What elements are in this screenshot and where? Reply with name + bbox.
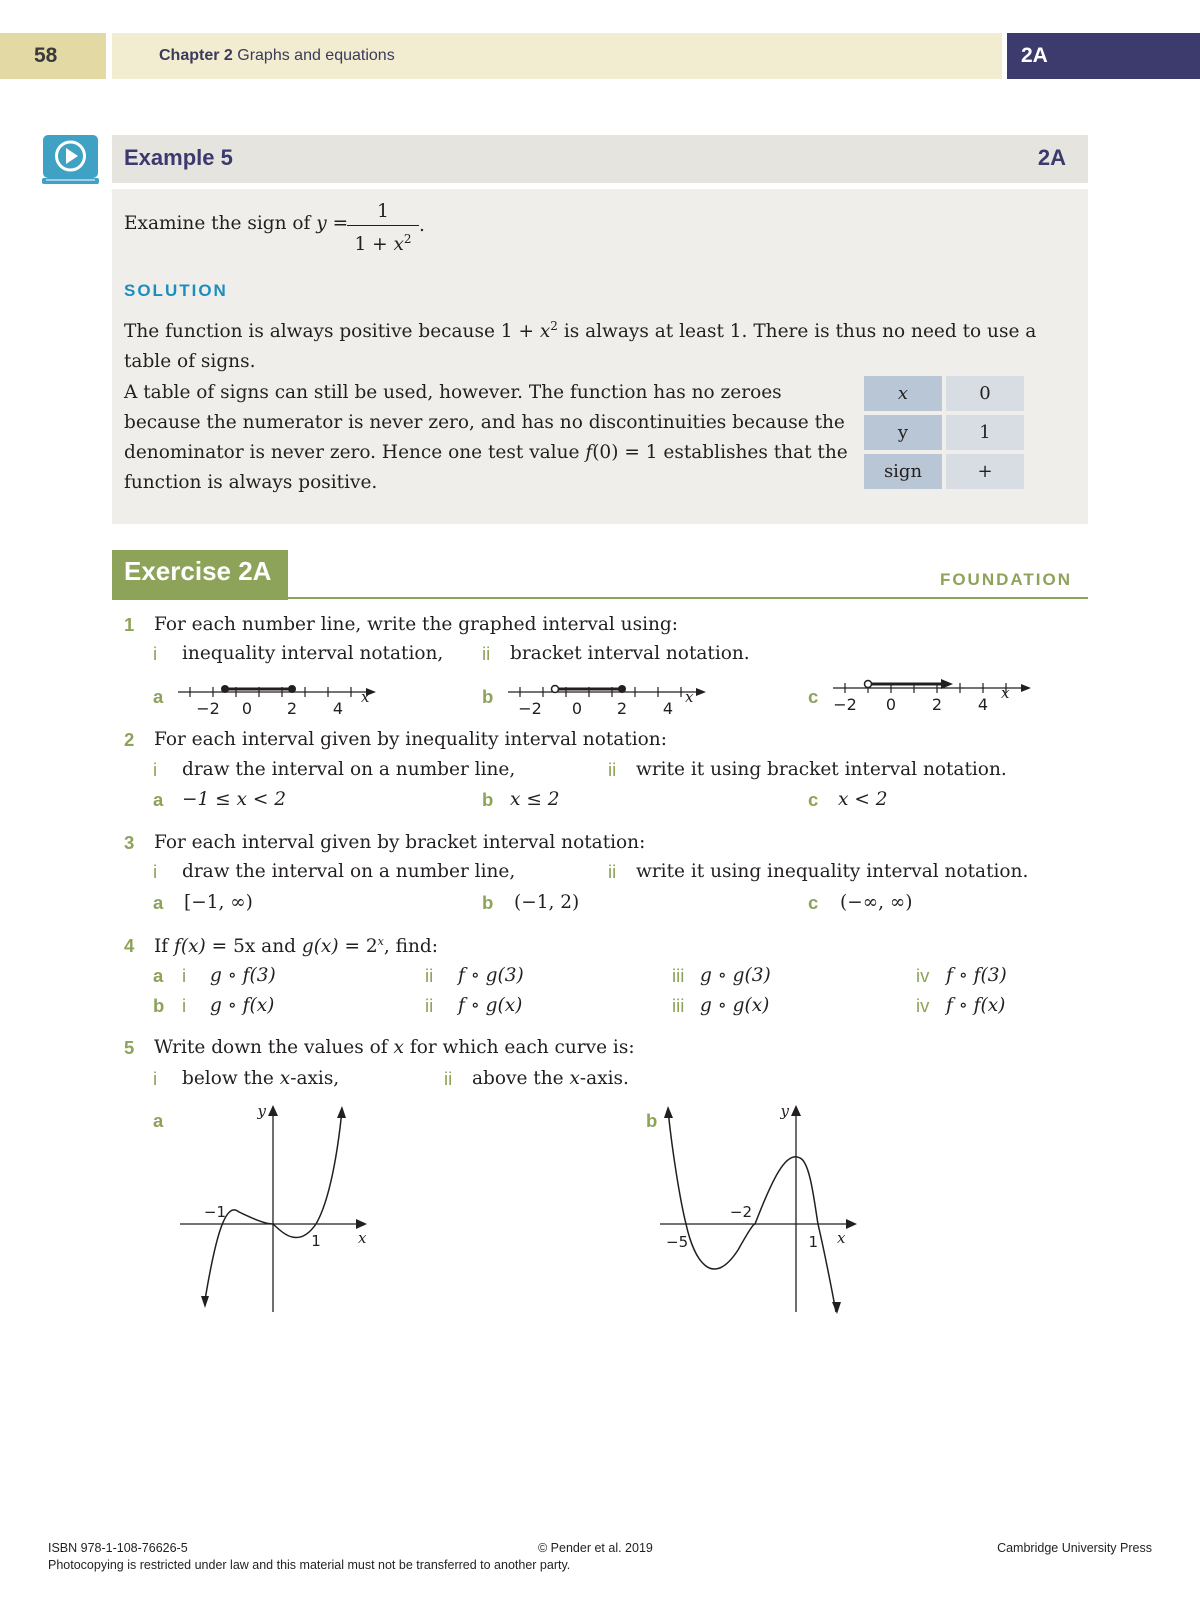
exercise-title: Exercise 2A <box>124 556 272 586</box>
footer-notice: Photocopying is restricted under law and this material must not be transferred to another party. <box>48 1558 571 1572</box>
subpart-text: write it using inequality interval notation. <box>636 861 1029 882</box>
part-label: a <box>153 1110 164 1131</box>
sign-table-head: sign <box>864 454 942 489</box>
part-label: b <box>153 995 165 1016</box>
subpart-label: i <box>153 759 158 780</box>
question-text: Write down the values of x for which each curve is: <box>154 1037 635 1058</box>
subpart-text: bracket interval notation. <box>510 643 750 664</box>
tick-label: 4 <box>977 695 989 714</box>
subpart-label: i <box>153 1068 158 1089</box>
part-label: c <box>808 686 819 707</box>
subpart-label: i <box>182 965 187 986</box>
prompt-fraction <box>347 201 419 256</box>
example-prompt <box>124 213 348 234</box>
part-label: a <box>153 965 164 986</box>
subpart-label: ii <box>425 965 434 986</box>
subpart-text: below the x-axis, <box>182 1068 340 1089</box>
part-label: a <box>153 789 164 810</box>
running-header <box>112 33 1002 79</box>
section-code: 2A <box>1021 44 1048 67</box>
part-label: b <box>482 686 494 707</box>
solution-label: SOLUTION <box>124 281 228 300</box>
axis-label: y <box>257 1102 266 1120</box>
tick-label: 2 <box>616 699 628 718</box>
fraction-numerator: 1 <box>377 201 389 222</box>
part-label: c <box>808 789 819 810</box>
tick-label: −2 <box>196 699 220 718</box>
number-line-a <box>178 672 378 718</box>
question-text: For each number line, write the graphed interval using: <box>154 614 678 635</box>
subpart-label: ii <box>482 643 491 664</box>
subpart-text: inequality interval notation, <box>182 643 444 664</box>
sign-table-row <box>864 454 1024 489</box>
subpart-label: iii <box>672 965 685 986</box>
number-line-c <box>833 668 1033 714</box>
page-number: 58 <box>34 44 58 67</box>
prompt-y: y <box>316 213 327 234</box>
cubic-graph-a <box>170 1100 380 1315</box>
question-text: If f(x) = 5x and g(x) = 2$^x$, find: <box>154 935 438 958</box>
tick-label: 0 <box>571 699 583 718</box>
sign-table-value: 1 <box>946 415 1024 450</box>
example-header <box>112 135 1088 183</box>
question-text: For each interval given by inequality interval notation: <box>154 729 667 750</box>
subpart-label: ii <box>444 1068 453 1089</box>
solution-paragraph-1: The function is always positive because $1 + x^2$ is always at least 1. There is thus no need to use a table of signs. <box>124 319 1037 373</box>
part-value: g ∘ g(x) <box>700 995 770 1016</box>
tick-label: 0 <box>885 695 897 714</box>
part-label: b <box>482 789 494 810</box>
part-value: (−∞, ∞) <box>840 892 913 913</box>
part-value: f ∘ g(3) <box>458 965 524 986</box>
footer-publisher: Cambridge University Press <box>997 1541 1152 1555</box>
question-number: 1 <box>124 614 135 635</box>
subpart-text: draw the interval on a number line, <box>182 861 516 882</box>
part-value: x < 2 <box>838 789 888 810</box>
question-number: 4 <box>124 935 135 956</box>
subpart-label: iii <box>672 995 685 1016</box>
axis-label: x <box>837 1229 846 1247</box>
part-label: b <box>482 892 494 913</box>
fraction-denominator: $1 + x^2$ <box>354 232 412 256</box>
part-value: f ∘ g(x) <box>458 995 523 1016</box>
part-label: a <box>153 892 164 913</box>
subpart-label: i <box>153 861 158 882</box>
tick-label: 2 <box>931 695 943 714</box>
tick-label: −2 <box>518 699 542 718</box>
chapter-label: Chapter 2 <box>159 47 233 64</box>
axis-label: x <box>685 688 694 706</box>
part-value: g ∘ f(x) <box>210 995 275 1016</box>
prompt-equals: = <box>332 213 349 234</box>
sign-table-value: + <box>946 454 1024 489</box>
axis-label: x <box>361 688 370 706</box>
section-tab <box>1007 33 1200 79</box>
axis-label: x <box>358 1229 367 1247</box>
subpart-text: above the x-axis. <box>472 1068 629 1089</box>
exercise-level: FOUNDATION <box>939 570 1072 589</box>
part-label: c <box>808 892 819 913</box>
solution-paragraph-2: A table of signs can still be used, however. The function has no zeroes because the numerator is never zero, and has no discontinuities because the denominator is never zero. Hence one test value f(0) = 1 establishes that the function is always positive. <box>124 382 848 493</box>
chapter-title: Graphs and equations <box>237 47 395 64</box>
sign-table <box>860 372 1028 493</box>
example-title: Example 5 <box>124 145 233 170</box>
subpart-label: i <box>153 643 158 664</box>
prompt-text: Examine the sign of <box>124 213 311 234</box>
cubic-graph-b <box>660 1100 870 1315</box>
part-value: [−1, ∞) <box>184 892 253 913</box>
tick-label: 4 <box>662 699 674 718</box>
intercept-label: −5 <box>666 1233 689 1251</box>
example-body <box>112 189 1088 524</box>
sign-table-row <box>864 376 1024 411</box>
part-label: a <box>153 686 164 707</box>
part-value: (−1, 2) <box>514 892 580 913</box>
intercept-label: 1 <box>808 1233 818 1251</box>
footer-copyright: © Pender et al. 2019 <box>538 1541 653 1555</box>
axis-label: x <box>1001 684 1010 702</box>
tick-label: 2 <box>286 699 298 718</box>
subpart-label: ii <box>608 861 617 882</box>
part-value: g ∘ g(3) <box>700 965 771 986</box>
part-value: −1 ≤ x < 2 <box>182 789 286 810</box>
subpart-label: iv <box>916 995 930 1016</box>
tick-label: −2 <box>833 695 857 714</box>
question-number: 3 <box>124 832 135 853</box>
question-number: 5 <box>124 1037 135 1058</box>
footer-isbn: ISBN 978-1-108-76626-5 <box>48 1541 188 1555</box>
intercept-label: −2 <box>729 1203 752 1221</box>
intercept-label: 1 <box>311 1232 321 1250</box>
subpart-text: draw the interval on a number line, <box>182 759 516 780</box>
question-text: For each interval given by bracket interval notation: <box>154 832 646 853</box>
sign-table-value: 0 <box>946 376 1024 411</box>
part-value: f ∘ f(3) <box>946 965 1007 986</box>
sign-table-head: x <box>864 376 942 411</box>
subpart-text: write it using bracket interval notation. <box>636 759 1007 780</box>
page-number-tab <box>0 33 106 79</box>
subpart-label: ii <box>425 995 434 1016</box>
exercise-rule <box>112 597 1088 599</box>
sign-table-head: y <box>864 415 942 450</box>
video-play-icon[interactable] <box>42 134 99 186</box>
part-label: b <box>646 1110 658 1131</box>
axis-label: y <box>780 1102 789 1120</box>
tick-label: 0 <box>241 699 253 718</box>
part-value: g ∘ f(3) <box>210 965 276 986</box>
tick-label: 4 <box>332 699 344 718</box>
exercise-tab <box>112 550 288 600</box>
question-number: 2 <box>124 729 135 750</box>
number-line-b <box>508 672 708 718</box>
prompt-period: . <box>419 215 425 236</box>
subpart-label: ii <box>608 759 617 780</box>
part-value: x ≤ 2 <box>510 789 560 810</box>
intercept-label: −1 <box>203 1203 226 1221</box>
example-section: 2A <box>1037 145 1066 170</box>
subpart-label: iv <box>916 965 930 986</box>
part-value: f ∘ f(x) <box>946 995 1006 1016</box>
sign-table-row <box>864 415 1024 450</box>
subpart-label: i <box>182 995 187 1016</box>
